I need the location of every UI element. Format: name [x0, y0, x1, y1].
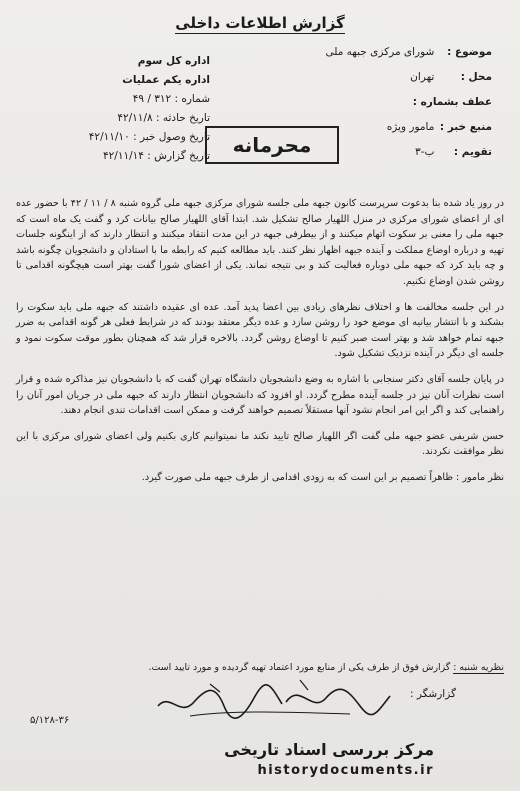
footnote-text: گزارش فوق از طرف یکی از منابع مورد اعتماد تهیه گردیده و مورد تایید است. [148, 662, 451, 673]
reporter-label: گزارشگر : [409, 688, 456, 700]
body-paragraph: در روز یاد شده بنا بدعوت سرپرست کانون جبهه ملی جلسه شورای مرکزی جبهه ملی گروه شنبه ۸ / ۱۱ / ۴۲ با حضور عده ای از اعضای شورای مرکزی در منزل اللهیار صالح تشکیل شد. ابتدا آقای اللهیار صالح بیانات کرد و گفت یک ماه است که جبهه ملی را معنی بر سکوت اتهام میکنند و از بیطرفی جبهه در این مدت انتقاد میکنند و انتظار دارند که از اینگونه جلسات تهیه و درباره اوضاع مملکت و آینده جبهه اظهار نظر کنند. باید مطالعه کنیم که رابطه ما با استادان و دانشجویان چگونه باشد و چه باید کرد که جبهه ملی دوباره فعالیت کند و بی نتیجه نماند. یکی از اعضای شورا گفت بهتر است هیچگونه اقدامی تا روشن شدن اوضاع نکنیم. [16, 198, 504, 287]
report-date-row: تاریخ گزارش : ۴۲/۱۱/۱۴ [103, 150, 210, 162]
report-date-value: ۴۲/۱۱/۱۴ [103, 150, 144, 162]
subject-value: شورای مرکزی جبهه ملی [325, 46, 435, 58]
org-line: اداره کل سوم [137, 55, 210, 67]
source-value: مامور ویژه [386, 121, 435, 133]
place-row: محل : تهران [410, 71, 492, 83]
subject-row: موضوع : شورای مرکزی جبهه ملی [325, 46, 492, 58]
footnote-heading: نظریه شنبه : [453, 662, 504, 673]
event-date-row: تاریخ حادثه : ۴۲/۱۱/۸ [117, 112, 210, 124]
body-paragraph: حسن شریفی عضو جبهه ملی گفت اگر اللهیار صالح تایید نکند ما نمیتوانیم کاری بکنیم ولی اعضای شورای مرکزی با این نظر موافقت نکردند. [16, 430, 504, 458]
source-row: منبع خبر : مامور ویژه [386, 121, 492, 133]
archive-url: historydocuments.ir [257, 763, 434, 778]
receipt-date-value: ۴۲/۱۱/۱۰ [88, 131, 130, 143]
report-meta [40, 52, 210, 166]
report-title: گزارش اطلاعات داخلی [175, 14, 345, 32]
event-date-value: ۴۲/۱۱/۸ [117, 112, 153, 124]
archive-name: مرکز بررسی اسناد تاریخی [224, 740, 434, 759]
body-paragraph: نظر مامور : ظاهراً تصمیم بر این است که به زودی اقدامی از طرف جبهه ملی صورت گیرد. [141, 471, 504, 483]
body-paragraph: در این جلسه مخالفت ها و اختلاف نظرهای زیادی بین اعضا پدید آمد. عده ای عقیده داشتند که جبهه ملی باید سکوت را بشکند و با انتشار بیانیه ای موضع خود را روشن سازد و عده دیگر معتقد بودند که در شرایط فعلی هر گونه اقدامی به ضرر جبهه تمام خواهد شد و بهتر است صبر کنیم تا اوضاع روشن گردد. بالاخره قرار شد که همچنان بطور موقت سکوت نمود و جلسه ای دیگر در آینده نزدیک تشکیل شود. [16, 301, 504, 360]
dept-line: اداره یکم عملیات [122, 74, 210, 86]
number-value: ۳۱۲ / ۴۹ [132, 93, 172, 105]
report-body [16, 196, 504, 486]
receipt-date-row: تاریخ وصول خبر : ۴۲/۱۱/۱۰ [88, 131, 210, 143]
confidential-stamp: محرمانه [205, 126, 339, 164]
body-paragraph: در پایان جلسه آقای دکتر سنجابی با اشاره به وضع دانشجویان دانشگاه تهران گفت که با دانشجویان نیز مذاکره شده و قرار است نظرات آنان نیز در جلسه آینده مطرح گردد. او افزود که دانشجویان انتظار دارند که جبهه ملی در جریان امور آنان را راهنمایی کند و اگر این امر انجام نشود آنها مستقلاً تصمیم خواهند گرفت و ممکن است اقدامات تندی انجام دهند. [16, 373, 504, 417]
place-value: تهران [410, 71, 435, 83]
document-code: ۵/۱۲۸-۳۶ [30, 715, 70, 726]
number-row: شماره : ۳۱۲ / ۴۹ [132, 93, 210, 105]
signature-image [150, 662, 400, 732]
attach-row: عطف بشماره : [412, 96, 492, 108]
rating-row: تقویم : ب-۳ [415, 146, 492, 158]
rating-value: ب-۳ [415, 146, 435, 158]
